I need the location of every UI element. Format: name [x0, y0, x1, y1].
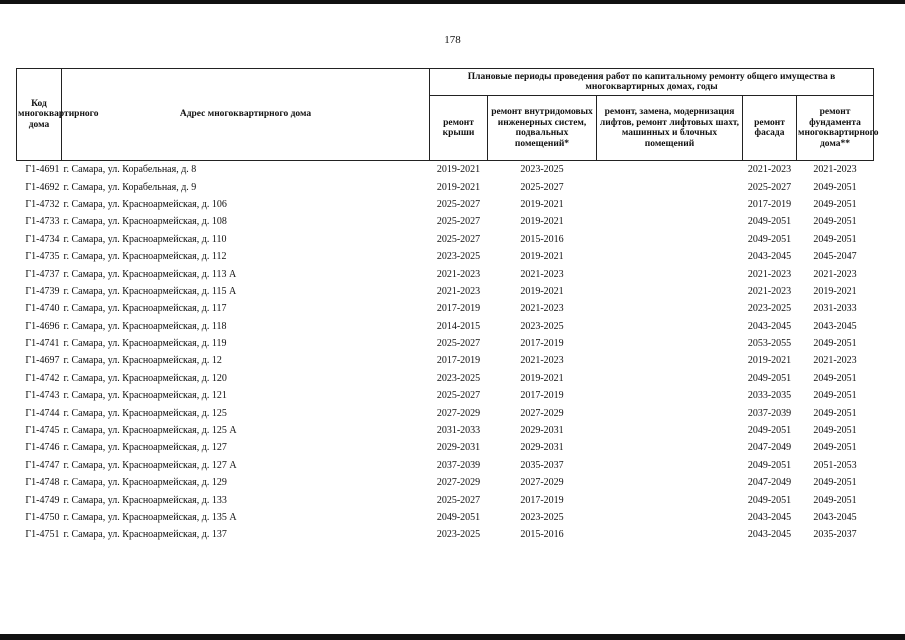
row-roof: 2023-2025 [436, 251, 481, 263]
row-facade: 2043-2045 [747, 320, 792, 332]
table-row [17, 231, 874, 248]
row-systems: 2027-2029 [520, 477, 564, 489]
table-row [17, 352, 874, 369]
row-facade: 2053-2055 [747, 338, 792, 350]
row-code: Г1-4741 [25, 338, 60, 350]
table-row [17, 178, 874, 195]
row-systems: 2019-2021 [520, 372, 564, 384]
row-lifts [597, 491, 743, 508]
row-address: г. Самара, ул. Красноармейская, д. 127 [63, 442, 227, 454]
row-lifts [597, 178, 743, 195]
row-systems: 2029-2031 [520, 442, 564, 454]
row-foundation: 2049-2051 [813, 216, 857, 228]
row-systems: 2023-2025 [520, 512, 564, 523]
row-systems: 2015-2016 [520, 233, 564, 245]
row-foundation: 2049-2051 [813, 477, 857, 489]
row-code: Г1-4739 [25, 285, 60, 297]
row-systems: 2017-2019 [520, 494, 564, 506]
row-facade: 2049-2051 [747, 494, 792, 506]
row-address: г. Самара, ул. Красноармейская, д. 117 [63, 303, 227, 315]
row-address: г. Самара, ул. Красноармейская, д. 127 А [63, 459, 237, 471]
row-facade: 2043-2045 [747, 529, 792, 541]
table-row [17, 404, 874, 421]
row-address: г. Самара, ул. Красноармейская, д. 113 А [63, 268, 237, 280]
row-roof: 2021-2023 [436, 268, 481, 280]
row-systems: 2021-2023 [520, 268, 564, 280]
row-facade: 2047-2049 [747, 477, 792, 489]
table-row [17, 300, 874, 317]
row-code: Г1-4734 [25, 233, 60, 245]
header-facade: ремонт фасада [743, 96, 797, 161]
row-systems: 2017-2019 [520, 338, 564, 350]
row-address: г. Самара, ул. Красноармейская, д. 121 [63, 390, 227, 402]
table-row [17, 196, 874, 213]
row-foundation: 2035-2037 [813, 529, 857, 541]
row-lifts [597, 387, 743, 404]
row-address: г. Самара, ул. Красноармейская, д. 129 [63, 477, 227, 489]
row-systems: 2025-2027 [520, 181, 564, 193]
table-row [17, 161, 874, 179]
row-facade: 2043-2045 [747, 251, 792, 263]
row-facade: 2021-2023 [747, 164, 792, 176]
row-code: Г1-4742 [25, 372, 60, 384]
row-foundation: 2049-2051 [813, 372, 857, 384]
row-lifts [597, 265, 743, 282]
row-roof: 2023-2025 [436, 529, 481, 541]
top-border-rule [0, 0, 905, 4]
row-lifts [597, 509, 743, 526]
row-code: Г1-4735 [25, 251, 60, 263]
bottom-border-rule [0, 634, 905, 640]
row-foundation: 2049-2051 [813, 233, 857, 245]
table-row [17, 491, 874, 508]
row-systems: 2021-2023 [520, 303, 564, 315]
row-code: Г1-4691 [25, 164, 60, 176]
row-facade: 2049-2051 [747, 372, 792, 384]
row-systems: 2023-2025 [520, 164, 564, 176]
row-address: г. Самара, ул. Красноармейская, д. 106 [63, 198, 227, 210]
row-facade: 2049-2051 [747, 425, 792, 437]
row-address: г. Самара, ул. Корабельная, д. 8 [63, 164, 197, 176]
row-foundation: 2049-2051 [813, 442, 857, 454]
header-lifts: ремонт, замена, модернизация лифтов, ремонт лифтовых шахт, машинных и блочных помещений [597, 96, 743, 161]
row-address: г. Самара, ул. Красноармейская, д. 133 [63, 494, 227, 506]
row-facade: 2025-2027 [747, 181, 792, 193]
row-foundation: 2043-2045 [813, 512, 857, 523]
row-lifts [597, 283, 743, 300]
table-row [17, 474, 874, 491]
table-row [17, 283, 874, 300]
row-code: Г1-4749 [25, 494, 60, 506]
row-lifts [597, 231, 743, 248]
row-code: Г1-4740 [25, 303, 60, 315]
row-systems: 2017-2019 [520, 390, 564, 402]
row-lifts [597, 300, 743, 317]
row-foundation: 2049-2051 [813, 181, 857, 193]
row-facade: 2049-2051 [747, 216, 792, 228]
row-facade: 2049-2051 [747, 459, 792, 471]
row-code: Г1-4745 [25, 425, 60, 437]
row-systems: 2027-2029 [520, 407, 564, 419]
row-facade: 2033-2035 [747, 390, 792, 402]
row-lifts [597, 439, 743, 456]
row-roof: 2021-2023 [436, 285, 481, 297]
row-roof: 2049-2051 [436, 512, 481, 523]
row-address: г. Самара, ул. Красноармейская, д. 135 А [63, 512, 237, 523]
table-row [17, 335, 874, 352]
row-code: Г1-4692 [25, 181, 60, 193]
row-systems: 2035-2037 [520, 459, 564, 471]
row-roof: 2025-2027 [436, 338, 481, 350]
row-roof: 2025-2027 [436, 494, 481, 506]
row-systems: 2029-2031 [520, 425, 564, 437]
row-code: Г1-4748 [25, 477, 60, 489]
row-systems: 2021-2023 [520, 355, 564, 367]
row-facade: 2023-2025 [747, 303, 792, 315]
row-foundation: 2049-2051 [813, 198, 857, 210]
row-code: Г1-4732 [25, 198, 60, 210]
row-code: Г1-4737 [25, 268, 60, 280]
row-address: г. Самара, ул. Красноармейская, д. 125 А [63, 425, 237, 437]
row-lifts [597, 352, 743, 369]
capital-repair-table [16, 68, 879, 544]
row-roof: 2025-2027 [436, 216, 481, 228]
row-roof: 2017-2019 [436, 303, 481, 315]
table-body [17, 161, 874, 544]
row-foundation: 2049-2051 [813, 338, 857, 350]
row-code: Г1-4747 [25, 459, 60, 471]
row-facade: 2043-2045 [747, 512, 792, 523]
row-systems: 2019-2021 [520, 285, 564, 297]
row-roof: 2029-2031 [436, 442, 481, 454]
row-lifts [597, 161, 743, 179]
row-lifts [597, 526, 743, 543]
table-row [17, 387, 874, 404]
row-code: Г1-4696 [25, 320, 60, 332]
row-facade: 2037-2039 [747, 407, 792, 419]
row-lifts [597, 335, 743, 352]
row-roof: 2019-2021 [436, 181, 481, 193]
row-roof: 2031-2033 [436, 425, 481, 437]
row-code: Г1-4744 [25, 407, 60, 419]
header-roof: ремонт крыши [430, 96, 488, 161]
row-address: г. Самара, ул. Красноармейская, д. 119 [63, 338, 227, 350]
table-row [17, 213, 874, 230]
table-row [17, 526, 874, 543]
row-systems: 2023-2025 [520, 320, 564, 332]
row-roof: 2037-2039 [436, 459, 481, 471]
row-foundation: 2043-2045 [813, 320, 857, 332]
table-row [17, 265, 874, 282]
row-foundation: 2031-2033 [813, 303, 857, 315]
row-lifts [597, 213, 743, 230]
row-code: Г1-4733 [25, 216, 60, 228]
header-address: Адрес многоквартирного дома [62, 69, 430, 161]
row-systems: 2019-2021 [520, 216, 564, 228]
row-roof: 2014-2015 [436, 320, 481, 332]
table-row [17, 439, 874, 456]
row-systems: 2019-2021 [520, 251, 564, 263]
row-lifts [597, 404, 743, 421]
row-code: Г1-4751 [25, 529, 60, 541]
row-address: г. Самара, ул. Корабельная, д. 9 [63, 181, 197, 193]
row-code: Г1-4697 [25, 355, 60, 367]
row-roof: 2025-2027 [436, 233, 481, 245]
table-row [17, 248, 874, 265]
row-address: г. Самара, ул. Красноармейская, д. 118 [63, 320, 227, 332]
row-address: г. Самара, ул. Красноармейская, д. 12 [63, 355, 222, 367]
row-foundation: 2049-2051 [813, 494, 857, 506]
row-roof: 2025-2027 [436, 198, 481, 210]
row-roof: 2017-2019 [436, 355, 481, 367]
row-code: Г1-4746 [25, 442, 60, 454]
row-address: г. Самара, ул. Красноармейская, д. 110 [63, 233, 227, 245]
row-roof: 2023-2025 [436, 372, 481, 384]
row-address: г. Самара, ул. Красноармейская, д. 120 [63, 372, 227, 384]
row-lifts [597, 474, 743, 491]
row-foundation: 2019-2021 [813, 285, 857, 297]
row-foundation: 2021-2023 [813, 164, 857, 176]
row-foundation: 2051-2053 [813, 459, 857, 471]
header-code: Код многоквартирного дома [17, 69, 62, 161]
row-address: г. Самара, ул. Красноармейская, д. 112 [63, 251, 227, 263]
row-foundation: 2049-2051 [813, 425, 857, 437]
row-foundation: 2021-2023 [813, 355, 857, 367]
row-lifts [597, 422, 743, 439]
row-code: Г1-4743 [25, 390, 60, 402]
page-number: 178 [444, 34, 461, 46]
row-lifts [597, 318, 743, 335]
row-systems: 2015-2016 [520, 529, 564, 541]
row-facade: 2049-2051 [747, 233, 792, 245]
row-foundation: 2045-2047 [813, 251, 857, 263]
row-roof: 2019-2021 [436, 164, 481, 176]
row-roof: 2025-2027 [436, 390, 481, 402]
row-address: г. Самара, ул. Красноармейская, д. 125 [63, 407, 227, 419]
header-foundation: ремонт фундамента многоквартирного дома** [797, 96, 874, 161]
row-systems: 2019-2021 [520, 198, 564, 210]
row-facade: 2019-2021 [747, 355, 792, 367]
header-planned-periods: Плановые периоды проведения работ по капитальному ремонту общего имущества в многоквартирных домах, годы [430, 69, 874, 96]
table-row [17, 422, 874, 439]
row-address: г. Самара, ул. Красноармейская, д. 115 А [63, 285, 237, 297]
row-facade: 2021-2023 [747, 268, 792, 280]
row-foundation: 2049-2051 [813, 407, 857, 419]
row-lifts [597, 457, 743, 474]
table-row [17, 318, 874, 335]
table-row [17, 370, 874, 387]
row-roof: 2027-2029 [436, 407, 481, 419]
header-systems: ремонт внутридомовых инженерных систем, подвальных помещений* [488, 96, 597, 161]
row-address: г. Самара, ул. Красноармейская, д. 137 [63, 529, 227, 541]
row-code: Г1-4750 [25, 512, 60, 523]
row-roof: 2027-2029 [436, 477, 481, 489]
table-row [17, 509, 874, 526]
row-lifts [597, 248, 743, 265]
table-row [17, 457, 874, 474]
row-facade: 2021-2023 [747, 285, 792, 297]
row-lifts [597, 196, 743, 213]
row-foundation: 2049-2051 [813, 390, 857, 402]
row-facade: 2017-2019 [747, 198, 792, 210]
row-facade: 2047-2049 [747, 442, 792, 454]
row-address: г. Самара, ул. Красноармейская, д. 108 [63, 216, 227, 228]
row-lifts [597, 370, 743, 387]
row-foundation: 2021-2023 [813, 268, 857, 280]
